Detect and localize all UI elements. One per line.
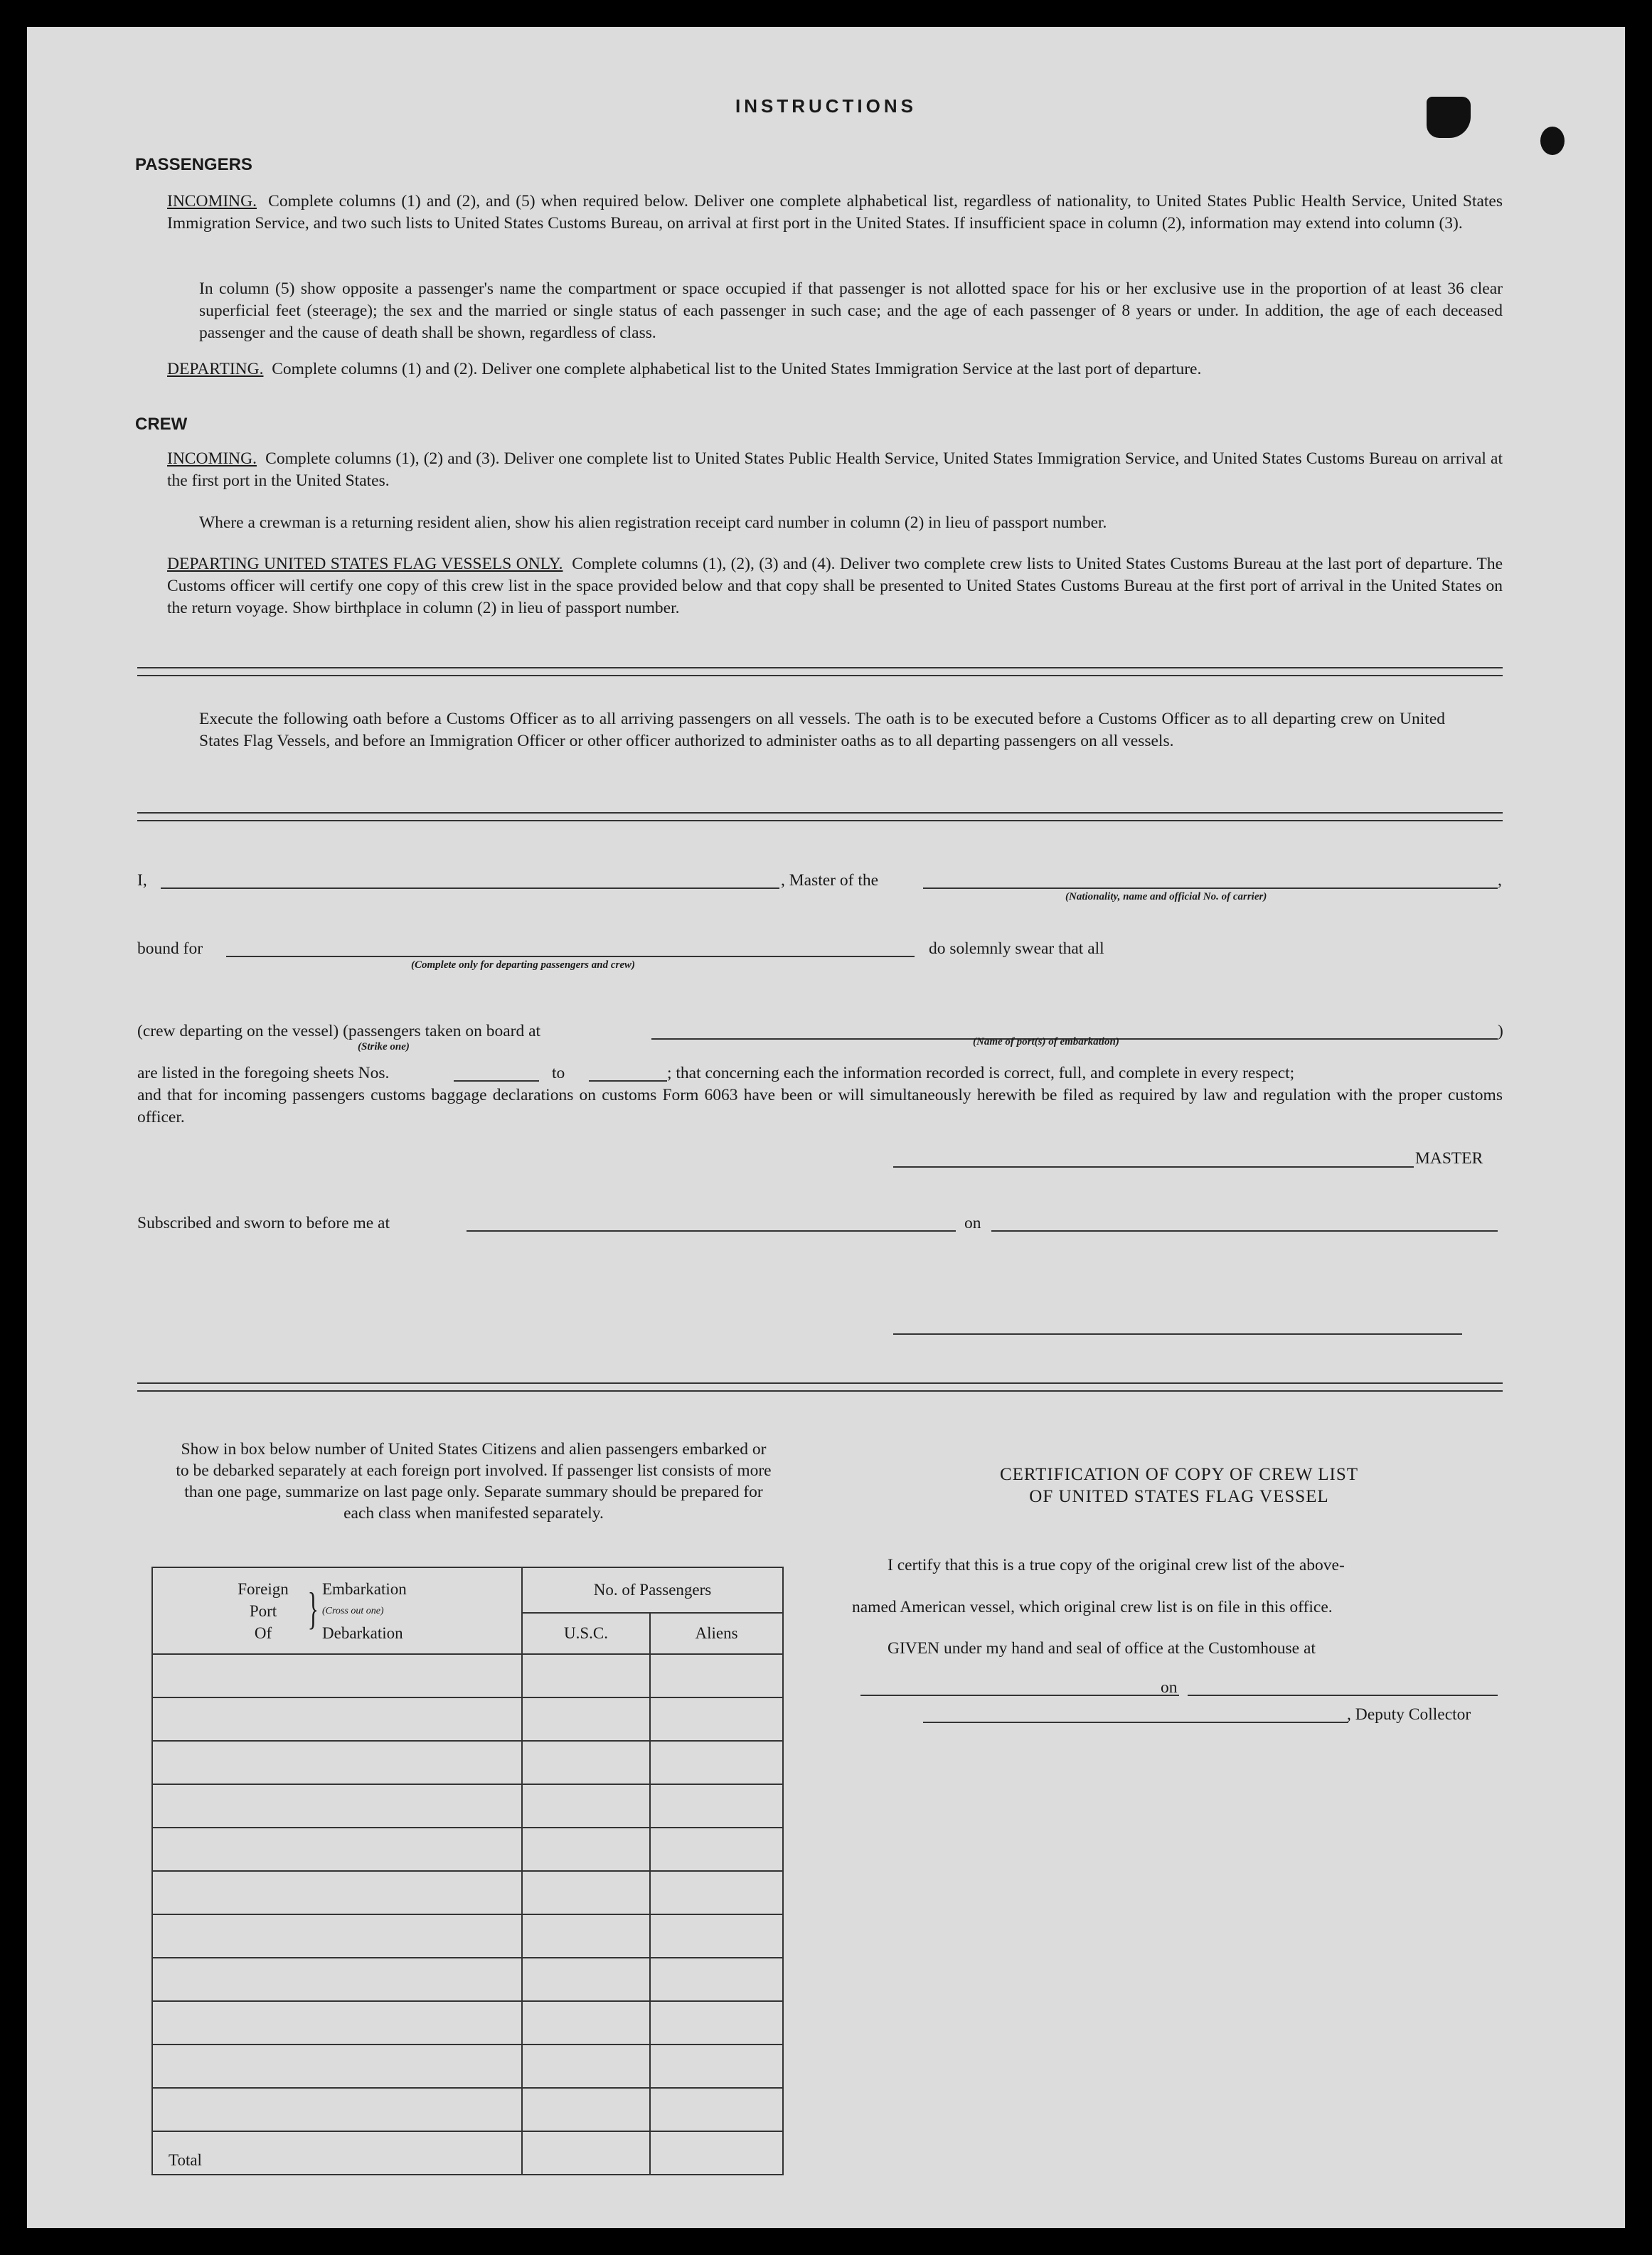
cross-out-note: (Cross out one) [322, 1606, 384, 1616]
bound-for-field[interactable] [226, 956, 915, 957]
crew-incoming-label: INCOMING. [167, 449, 257, 468]
given-under-hand: GIVEN under my hand and seal of office at the Customhouse at [888, 1639, 1316, 1658]
listed-sheets-text: are listed in the foregoing sheets Nos. [137, 1064, 390, 1082]
sheet-from-field[interactable] [454, 1080, 539, 1082]
master-name-field[interactable] [161, 887, 779, 889]
table-row[interactable] [152, 2001, 783, 2045]
no-passengers-header: No. of Passengers [522, 1567, 783, 1613]
complete-only-note: (Complete only for departing passengers and crew) [411, 959, 635, 971]
returning-resident-paragraph: Where a crewman is a returning resident alien, show his alien registration receipt card number in column (2) in lieu of passport number. [199, 513, 1107, 532]
usc-header: U.S.C. [522, 1613, 650, 1654]
certification-title-line1: CERTIFICATION OF COPY OF CREW LIST [999, 1465, 1359, 1484]
page-title: INSTRUCTIONS [735, 95, 917, 117]
passengers-heading: PASSENGERS [135, 155, 252, 174]
passengers-incoming-paragraph [167, 191, 1503, 235]
baggage-declaration-text: and that for incoming passengers customs baggage declarations on customs Form 6063 have been or will simultaneously herewith be filed as required by law and regulation with the proper customs officer. [137, 1086, 1503, 1126]
debarkation-label: Debarkation [322, 1624, 403, 1642]
crew-heading: CREW [135, 415, 188, 434]
crew-departing-paragraph [167, 553, 1503, 619]
bound-for-label: bound for [137, 939, 203, 958]
certify-line2: named American vessel, which original crew list is on file in this office. [852, 1598, 1333, 1616]
total-label: Total [152, 2131, 522, 2175]
table-row[interactable] [152, 1958, 783, 2001]
certification-date-field[interactable] [1188, 1695, 1498, 1696]
oath-intro: Execute the following oath before a Customs Officer as to all arriving passengers on all vessels. The oath is to be executed before a Customs Officer as to all departing crew on United States Flag Vessels, and before an Immigration Officer or other officer authorized to administer oaths as to all departing passengers on all vessels. [199, 710, 1445, 750]
sworn-date-field[interactable] [991, 1230, 1498, 1232]
brace-icon: } [307, 1583, 319, 1633]
passengers-incoming-label: INCOMING. [167, 192, 257, 210]
table-row[interactable] [152, 1697, 783, 1741]
ink-blot [1540, 127, 1565, 155]
crew-incoming-paragraph [167, 448, 1503, 492]
summary-note: Show in box below number of United States Citizens and alien passengers embarked or to be debarked separately at each foreign port involved. If passenger list consists of more than one page, summarize on last page only. Separate summary should be prepared for each class when manifested separately. [176, 1440, 772, 1523]
document-page: INSTRUCTIONS PASSENGERS INCOMING. Complete columns (1) and (2), and (5) when required below. Deliver one complete alphabetical list, regardless of nationality, to United States Public Health Service, United States Immigration Service, and two such lists to United States Customs Bureau, on arrival at first port in the United States. If insufficient space in column (2), information may extend into column (3). In column (5) show opposite a passenger's name the compartment or space occupied if that passenger is not allotted space for his or her exclusive use in the proportion of at least 36 clear superficial feet (steerage); the sex and the married or single status of each passenger in such case; and the age of each passenger of 8 years or under. In addition, the age of each deceased passenger and the cause of death shall be shown, regardless of class. DEPARTING. Complete columns (1) and (2). Deliver one complete alphabetical list to the United States Immigration Service at the last port of departure. CREW INCOMING. Complete columns (1), (2) and (3). Deliver one complete list to United States Public Health Service, United States Immigration Service, and United States Customs Bureau on arrival at the first port in the United States. Where a crewman is a returning resident alien, show his alien registration receipt card number in column (2) in lieu of passport number. DEPARTING UNITED STATES FLAG VESSELS ONLY. Complete columns (1), (2), (3) and (4). Deliver two complete crew lists to United States Customs Bureau at the last port of departure. The Customs officer will certify one copy of this crew list in the space provided below and that copy shall be presented to United States Customs Bureau at the first port of arrival in the United States on the return voyage. Show birthplace in column (2) in lieu of passport number. Execute the following oath before a Customs Officer as to all arriving passengers on all vessels. The oath is to be executed before a Customs Officer as to all departing crew on United States Flag Vessels, and before an Immigration Officer or other officer authorized to administer oaths as to all departing passengers on all vessels. I, , Master of the , (Nationality, name and official No. of carrier) bound for do solemnly swear that all (Complete only for departing passengers and crew) (crew departing on the vessel) (passengers taken on board at ) (Strike one) (Name of port(s) of embarkation) are listed in the foregoing sheets Nos. to ; that concerning each the information recorded is correct, full, and complete in every respect; and that for incoming passengers customs baggage declarations on customs Form 6063 have been or will simultaneously herewith be filed as required by law and regulation with the proper customs officer. MASTER Subscribed and sworn to before me at on Show in box below number of United States Citizens and alien passengers embarked or to be debarked separately at each foreign port involved. If passenger list consists of more than one page, summarize on last page only. Separate summary should be prepared for each class when manifested separately. Foreign Port Of } Embarkation (Cross out one) Debarkation No. of Passengers U.S.C. Aliens Total CERTIFICATION OF COPY OF CREW LIST OF UNITED STATES FLAG VESSEL I certify that this is a true copy of the original crew list of the above- named American vessel, which original crew list is on file in this office. GIVEN under my hand and seal of office at the Customhouse at on , Deputy Collector [27, 27, 1625, 2228]
embarkation-label: Embarkation [322, 1580, 407, 1598]
foreign-label: Foreign [238, 1580, 289, 1598]
master-of-label: , Master of the [781, 871, 879, 890]
strike-one-note: (Strike one) [358, 1041, 410, 1052]
passenger-summary-table [151, 1567, 784, 2175]
table-row[interactable] [152, 2088, 783, 2131]
port-label: Port [249, 1602, 277, 1620]
deputy-collector-label: , Deputy Collector [1347, 1705, 1471, 1724]
crew-departing-label: DEPARTING UNITED STATES FLAG VESSELS ONLY. [167, 555, 563, 573]
cert-on-label: on [1161, 1678, 1178, 1697]
crew-departing-text: Complete columns (1), (2), (3) and (4). Deliver two complete crew lists to United States Customs Bureau at the last port of departure. The Customs officer will certify one copy of this crew list in the space provided below and that copy shall be presented to United States Customs Bureau at the first port of arrival in the United States on the return voyage. Show birthplace in column (2) in lieu of passport number. [167, 555, 1503, 617]
port-header-cell [152, 1567, 522, 1654]
certify-line1: I certify that this is a true copy of the original crew list of the above- [888, 1556, 1345, 1574]
port-note: (Name of port(s) of embarkation) [973, 1036, 1119, 1047]
total-row[interactable] [152, 2131, 783, 2175]
table-row[interactable] [152, 1828, 783, 1871]
subscribed-label: Subscribed and sworn to before me at [137, 1214, 390, 1232]
table-row[interactable] [152, 1784, 783, 1828]
carrier-field[interactable] [923, 887, 1498, 889]
table-row[interactable] [152, 1654, 783, 1697]
section-divider [137, 667, 1503, 676]
passengers-departing-text: Complete columns (1) and (2). Deliver one complete alphabetical list to the United States Immigration Service at the last port of departure. [272, 360, 1202, 378]
aliens-header: Aliens [650, 1613, 783, 1654]
sheet-to-field[interactable] [589, 1080, 667, 1082]
table-row[interactable] [152, 2045, 783, 2088]
column5-paragraph: In column (5) show opposite a passenger's name the compartment or space occupied if that passenger is not allotted space for his or her exclusive use in the proportion of at least 36 clear superficial feet (steerage); the sex and the married or single status of each passenger in such case; and the age of each passenger of 8 years or under. In addition, the age of each deceased passenger and the cause of death shall be shown, regardless of class. [199, 279, 1503, 342]
nationality-note: (Nationality, name and official No. of carrier) [1065, 891, 1267, 902]
passengers-departing-paragraph [167, 358, 1503, 380]
of-label: Of [254, 1624, 272, 1642]
listed-sheets-continuation: ; that concerning each the information recorded is correct, full, and complete in every respect; [667, 1064, 1295, 1082]
table-row[interactable] [152, 1914, 783, 1958]
deputy-signature-field[interactable] [923, 1722, 1348, 1723]
section-divider [137, 812, 1503, 821]
table-row[interactable] [152, 1871, 783, 1914]
certification-title [902, 1464, 1456, 1508]
customhouse-field[interactable] [860, 1695, 1179, 1696]
sworn-location-field[interactable] [467, 1230, 956, 1232]
officer-signature-field[interactable] [893, 1333, 1462, 1335]
master-signature-field[interactable] [893, 1166, 1414, 1168]
table-row[interactable] [152, 1741, 783, 1784]
certification-title-line2: OF UNITED STATES FLAG VESSEL [1029, 1487, 1329, 1506]
solemnly-swear-text: do solemnly swear that all [929, 939, 1104, 958]
oath-i-label: I, [137, 871, 147, 890]
passengers-departing-label: DEPARTING. [167, 360, 264, 378]
section-divider [137, 1382, 1503, 1392]
crew-departing-text: (crew departing on the vessel) (passengers taken on board at [137, 1022, 541, 1040]
crew-incoming-text: Complete columns (1), (2) and (3). Deliver one complete list to United States Public Health Service, United States Immigration Service, and United States Customs Bureau on arrival at the first port in the United States. [167, 449, 1503, 490]
passengers-incoming-text: Complete columns (1) and (2), and (5) when required below. Deliver one complete alphabetical list, regardless of nationality, to United States Public Health Service, United States Immigration Service, and two such lists to United States Customs Bureau, on arrival at first port in the United States. If insufficient space in column (2), information may extend into column (3). [167, 192, 1503, 233]
master-label: MASTER [1415, 1149, 1483, 1168]
